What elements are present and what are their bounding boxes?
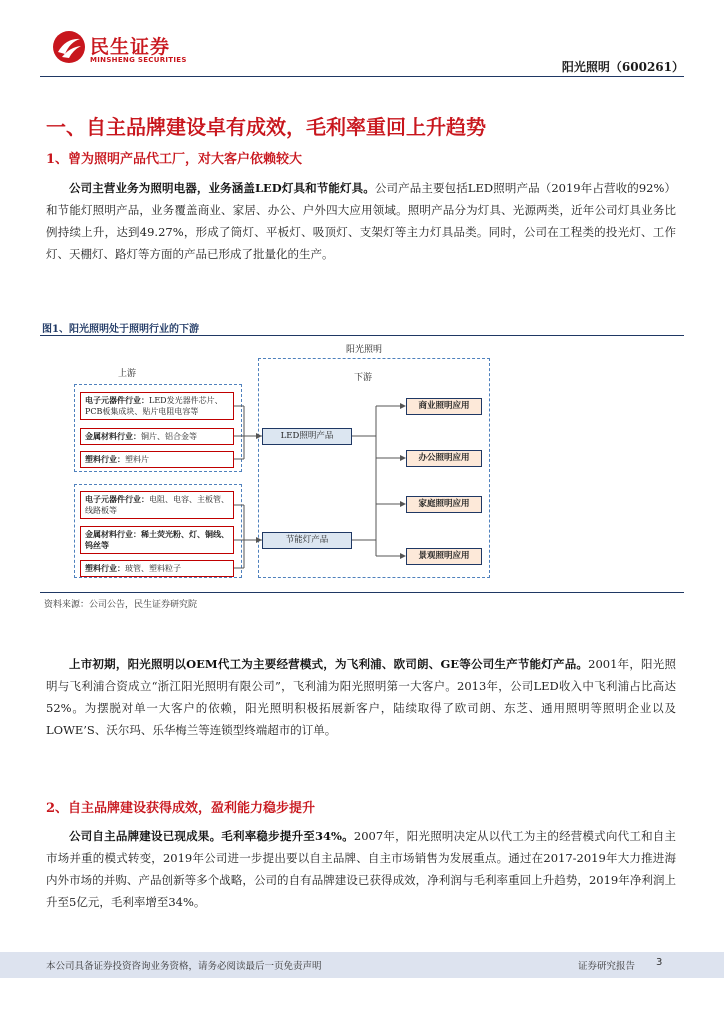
input-plastic-cfl <box>80 560 234 577</box>
input-label: 塑料行业： <box>85 454 125 464</box>
input-electronics-cfl <box>80 491 234 519</box>
figure-source: 资料来源：公司公告，民生证券研究院 <box>44 600 198 610</box>
logo-english-name: MINSHENG SECURITIES <box>90 56 187 64</box>
input-label: 金属材料行业：稀土荧光粉、灯、铜线、钨丝等 <box>85 529 229 550</box>
paragraph-2-lead: 上市初期，阳光照明以OEM代工为主要经营模式，为飞利浦、欧司朗、GE等公司生产节能灯产品。 <box>69 657 589 671</box>
subsection-title-1: 1、曾为照明产品代工厂，对大客户依赖较大 <box>46 152 303 167</box>
downstream-label: 下游 <box>354 373 373 383</box>
logo-chinese-name: 民生证券 <box>90 36 171 58</box>
application-office: 办公照明应用 <box>406 450 482 467</box>
application-household: 家庭照明应用 <box>406 496 482 513</box>
input-label: 金属材料行业： <box>85 431 141 441</box>
input-detail: LED发光器件芯片、PCB板集成块、贴片电阻电容等 <box>85 396 223 416</box>
paragraph-3 <box>46 825 676 913</box>
input-label: 电子元器件行业： <box>85 494 149 504</box>
input-label: 塑料行业： <box>85 563 125 573</box>
input-metal-cfl <box>80 526 234 554</box>
paragraph-1-lead: 公司主营业务为照明电器，业务涵盖LED灯具和节能灯具。 <box>69 181 375 195</box>
page-number: 3 <box>656 957 663 968</box>
footer-disclaimer: 本公司具备证券投资咨询业务资格，请务必阅读最后一页免责声明 <box>46 961 322 972</box>
subsection-title-2: 2、自主品牌建设获得成效，盈利能力稳步提升 <box>46 801 316 816</box>
company-label: 阳光照明 <box>346 345 383 355</box>
paragraph-3-lead: 公司自主品牌建设已现成果。毛利率稳步提升至34%。 <box>69 829 354 843</box>
application-commercial: 商业照明应用 <box>406 398 482 415</box>
input-label: 电子元器件行业： <box>85 395 149 405</box>
upstream-label: 上游 <box>118 369 137 379</box>
application-landscape: 景观照明应用 <box>406 548 482 565</box>
paragraph-2-body: 2001年，阳光照明与飞利浦合资成立“浙江阳光照明有限公司”，飞利浦为阳光照明第一大客户。2013年，公司LED收入中飞利浦占比高达52%。为摆脱对单一大客户的依赖，阳光照明积极拓展新客户，陆续取得了欧司朗、东芝、通用照明等照明企业以及LOWE’S、沃尔玛、乐华梅兰等连锁型终端超市的订单。 <box>46 657 676 737</box>
input-detail: 电阻、电容、主板管、线路板等 <box>85 495 229 515</box>
figure-bottom-rule <box>40 592 684 593</box>
figure-title: 图1、阳光照明处于照明行业的下游 <box>42 324 199 335</box>
stock-name-code: 阳光照明（600261） <box>561 60 684 74</box>
paragraph-2 <box>46 653 676 741</box>
input-plastic-led <box>80 451 234 468</box>
paragraph-3-body: 2007年，阳光照明决定从以代工为主的经营模式向代工和自主市场并重的模式转变，2019年公司进一步提出要以自主品牌、自主市场销售为发展重点。通过在2017-2019年大力推进海内外市场的并购、产品创新等多个战略，公司的自有品牌建设已获得成效，净利润与毛利率重回上升趋势，2019年净利润上升至5亿元，毛利率增至34%。 <box>46 829 677 909</box>
input-detail: 玻管、塑料粒子 <box>125 564 181 573</box>
input-electronics-led <box>80 392 234 420</box>
input-detail: 铜片、铝合金等 <box>141 432 197 441</box>
paragraph-1-body: 公司产品主要包括LED照明产品（2019年占营收的92%）和节能灯照明产品，业务覆盖商业、家居、办公、户外四大应用领域。照明产品分为灯具、光源两类，近年公司灯具业务比例持续上升，达到49.27%，形成了筒灯、平板灯、吸顶灯、支架灯等主力灯具品类。同时，公司在工程类的投光灯、工作灯、天棚灯、路灯等方面的产品已形成了批量化的生产。 <box>46 181 677 261</box>
input-detail: 塑料片 <box>125 455 149 464</box>
input-metal-led <box>80 428 234 445</box>
cfl-product-box: 节能灯产品 <box>262 532 352 549</box>
footer-report-type: 证券研究报告 <box>578 961 636 972</box>
section-title: 一、自主品牌建设卓有成效，毛利率重回上升趋势 <box>46 115 486 139</box>
led-product-box: LED照明产品 <box>262 428 352 445</box>
